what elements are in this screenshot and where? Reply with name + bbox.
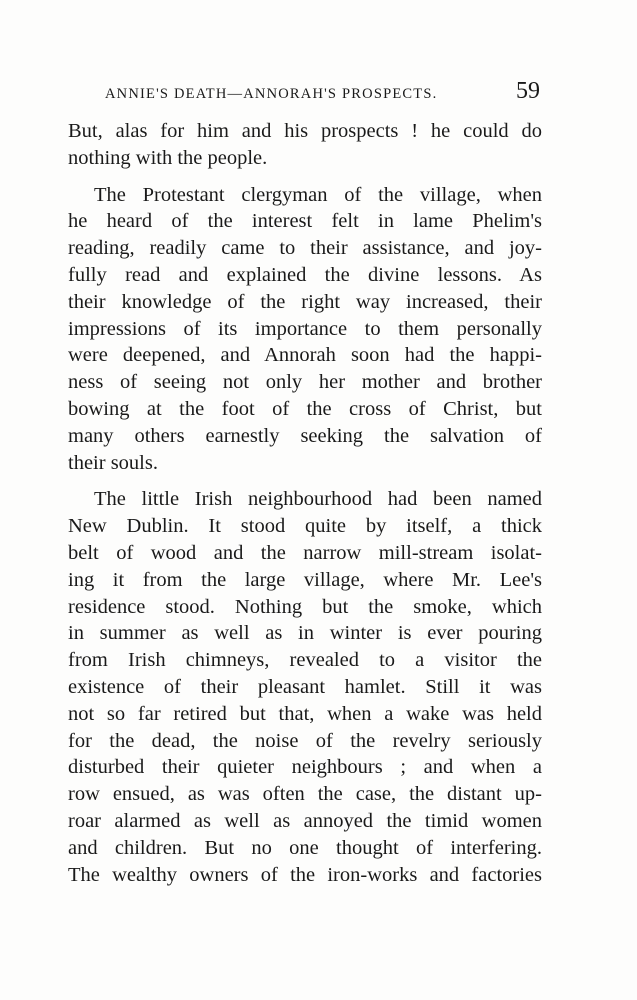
- text-line: reading, readily came to their assistance, and joy-: [68, 237, 542, 260]
- text-line: New Dublin. It stood quite by itself, a thick: [68, 515, 542, 538]
- body-text: [68, 118, 542, 888]
- text-line: he heard of the interest felt in lame Phelim's: [68, 210, 542, 233]
- paragraph-gap: [68, 476, 542, 486]
- text-line: ing it from the large village, where Mr. Lee's: [68, 568, 542, 591]
- text-line: for the dead, the noise of the revelry seriously: [68, 729, 542, 752]
- text-line: many others earnestly seeking the salvation of: [68, 424, 542, 447]
- text-line: disturbed their quieter neighbours ; and when a: [68, 756, 542, 779]
- text-line: existence of their pleasant hamlet. Still it was: [68, 675, 542, 698]
- text-line: nothing with the people.: [68, 146, 268, 169]
- text-line: in summer as well as in winter is ever pouring: [68, 622, 542, 645]
- text-line: impressions of its importance to them personally: [68, 317, 542, 340]
- text-line: The wealthy owners of the iron-works and factories: [68, 863, 542, 886]
- text-line: ness of seeing not only her mother and brother: [68, 371, 542, 394]
- text-line: residence stood. Nothing but the smoke, which: [68, 595, 542, 618]
- paragraph-gap: [68, 172, 542, 182]
- text-line: from Irish chimneys, revealed to a visitor the: [68, 649, 542, 672]
- paragraph: [68, 182, 542, 477]
- page-number: 59: [516, 78, 540, 104]
- text-line: row ensued, as was often the case, the distant up-: [68, 783, 542, 806]
- text-line: and children. But no one thought of interfering.: [68, 836, 542, 859]
- text-line: But, alas for him and his prospects ! he could do: [68, 120, 542, 142]
- paragraph: [68, 118, 542, 172]
- text-line: belt of wood and the narrow mill-stream isolat-: [68, 541, 542, 564]
- text-line: The little Irish neighbourhood had been named: [94, 488, 542, 511]
- page-header: [100, 78, 540, 108]
- paragraph: [68, 486, 542, 888]
- text-line: not so far retired but that, when a wake was held: [68, 702, 542, 725]
- text-line: their souls.: [68, 451, 158, 474]
- text-line: their knowledge of the right way increased, their: [68, 290, 542, 313]
- text-line: fully read and explained the divine lessons. As: [68, 263, 542, 286]
- text-line: bowing at the foot of the cross of Christ, but: [68, 397, 542, 420]
- text-line: were deepened, and Annorah soon had the happi-: [68, 344, 542, 367]
- text-line: roar alarmed as well as annoyed the timid women: [68, 809, 542, 832]
- running-head: ANNIE'S DEATH—ANNORAH'S PROSPECTS.: [105, 86, 438, 102]
- text-line: The Protestant clergyman of the village, when: [94, 183, 542, 206]
